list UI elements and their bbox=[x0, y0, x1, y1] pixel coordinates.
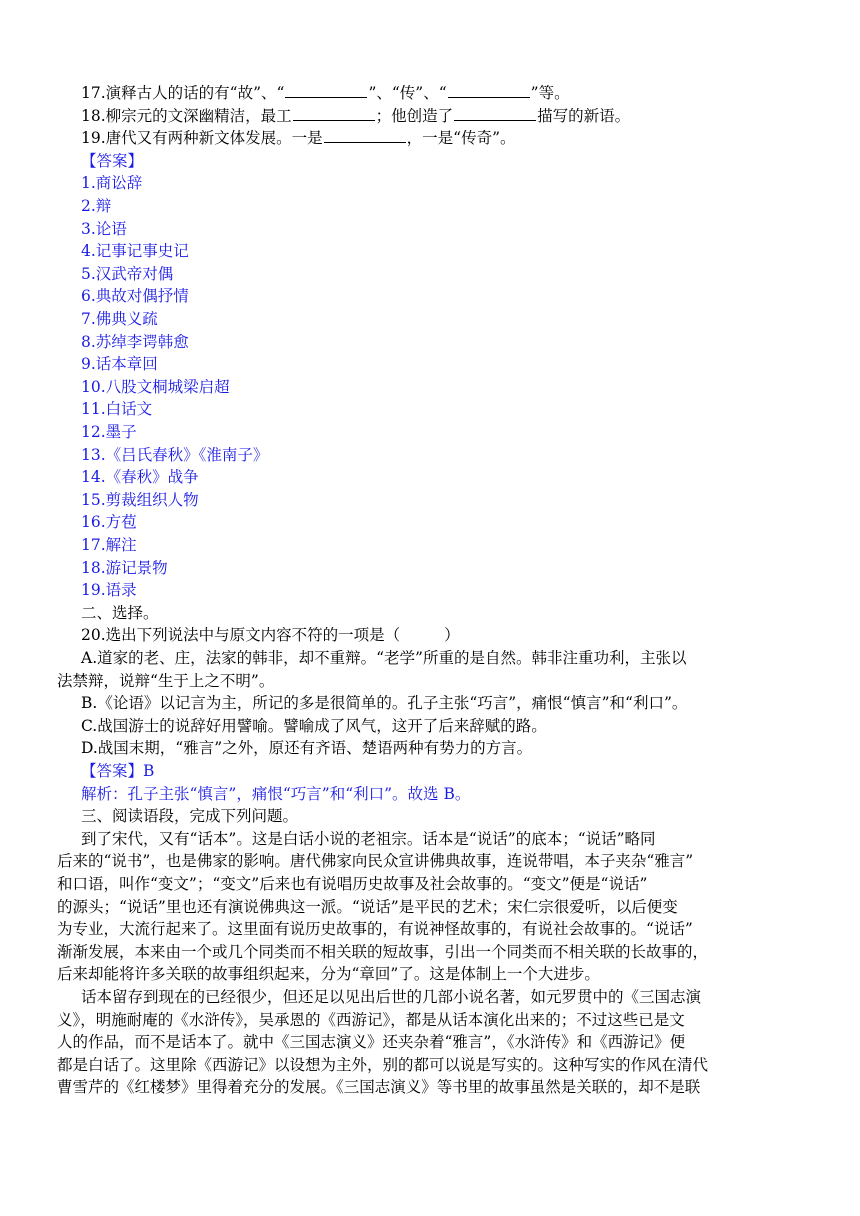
answer-item: 5.汉武帝对偶 bbox=[81, 264, 174, 283]
question-20-answer: 【答案】B bbox=[81, 762, 155, 780]
answer-heading: 【答案】 bbox=[81, 151, 144, 170]
answer-blank bbox=[454, 106, 536, 121]
passage-line: 曹雪芹的《红楼梦》里得着充分的发展。《三国志演义》等书里的故事虽然是关联的，却不是联 bbox=[57, 1078, 701, 1097]
question-20-close: ） bbox=[444, 626, 460, 645]
question-18-text-b: ；他创造了 bbox=[375, 106, 454, 125]
option-a-line-1: A.道家的老、庄，法家的韩非，却不重辩。“老学”所重的是自然。韩非注重功利，主张以 bbox=[81, 649, 687, 667]
option-d: D.战国末期，“雅言”之外，原还有齐语、楚语两种有势力的方言。 bbox=[81, 739, 533, 758]
question-18-text-a: 18.柳宗元的文深幽精洁，最工 bbox=[81, 106, 292, 125]
answer-item: 10.八股文桐城梁启超 bbox=[81, 377, 230, 396]
question-19 bbox=[57, 127, 822, 150]
answer-item: 7.佛典义疏 bbox=[81, 310, 158, 328]
passage-line: 都是白话了。这里除《西游记》以设想为主外，别的都可以说是写实的。这种写实的作风在清代 bbox=[57, 1055, 709, 1074]
passage-line: 后来却能将许多关联的故事组织起来，分为“章回”了。这是体制上一个大进步。 bbox=[57, 965, 600, 984]
passage-line: 和口语，叫作“变文”；“变文”后来也有说唱历史故事及社会故事的。“变文”便是“说话” bbox=[57, 875, 648, 893]
passage-line: 话本留存到现在的已经很少，但还足以见出后世的几部小说名著，如元罗贯中的《三国志演 bbox=[81, 988, 702, 1006]
question-19-text-b: ，一是“传奇”。 bbox=[406, 129, 516, 148]
answer-item: 3.论语 bbox=[81, 219, 127, 238]
passage-line: 到了宋代，又有“话本”。这是白话小说的老祖宗。话本是“说话”的底本；“说话”略同 bbox=[81, 829, 656, 848]
answer-item: 13.《吕氏春秋》《淮南子》 bbox=[81, 445, 269, 464]
answer-item: 6.典故对偶抒情 bbox=[81, 287, 189, 306]
question-20-analysis: 解析：孔子主张“慎言”，痛恨“巧言”和“利口”。故选 B。 bbox=[81, 784, 471, 803]
answer-item: 12.墨子 bbox=[81, 423, 137, 441]
answer-item: 16.方苞 bbox=[81, 513, 137, 532]
question-17-text-a: 17.演释古人的话的有“故”、“ bbox=[81, 84, 285, 102]
answer-item: 8.苏绰李谔韩愈 bbox=[81, 332, 189, 351]
question-17 bbox=[57, 82, 822, 105]
question-19-text-a: 19.唐代又有两种新文体发展。一是 bbox=[81, 129, 323, 148]
question-18-text-c: 描写的新语。 bbox=[537, 106, 631, 125]
answer-blank bbox=[448, 83, 530, 98]
answer-item: 18.游记景物 bbox=[81, 558, 168, 577]
section-3-heading: 三、阅读语段，完成下列问题。 bbox=[81, 807, 299, 826]
question-17-text-b: ”、“传”、“ bbox=[368, 84, 447, 102]
option-a-line-2: 法禁辩，说辩“生于上之不明”。 bbox=[57, 671, 275, 690]
answer-item: 2.辩 bbox=[81, 197, 112, 215]
answer-blank bbox=[324, 128, 406, 143]
answer-item: 17.解注 bbox=[81, 536, 137, 554]
passage-line: 人的作品，而不是话本了。就中《三国志演义》还夹杂着“雅言”，《水浒传》和《西游记》便 bbox=[57, 1033, 686, 1052]
answer-item: 1.商讼辞 bbox=[81, 174, 143, 193]
passage-line: 为专业，大流行起来了。这里面有说历史故事的，有说神怪故事的，有说社会故事的。“说话” bbox=[57, 920, 693, 939]
answer-blank bbox=[293, 106, 375, 121]
passage-line: 的源头；“说话”里也还有演说佛典这一派。“说话”是平民的艺术；宋仁宗很爱听，以后便变 bbox=[57, 897, 678, 916]
answer-item: 15.剪裁组织人物 bbox=[81, 490, 199, 509]
answer-blank bbox=[285, 83, 367, 98]
section-2-heading: 二、选择。 bbox=[81, 603, 159, 622]
answer-item: 9.话本章回 bbox=[81, 355, 158, 374]
option-b: B.《论语》以记言为主，所记的多是很简单的。孔子主张“巧言”，痛恨“慎言”和“利口”。 bbox=[81, 694, 688, 713]
question-20 bbox=[57, 624, 822, 647]
passage-line: 渐渐发展，本来由一个或几个同类而不相关联的短故事，引出一个同类而不相关联的长故事的， bbox=[57, 942, 709, 961]
answer-item: 14.《春秋》战争 bbox=[81, 468, 199, 487]
answer-item: 4.记事记事史记 bbox=[81, 242, 189, 261]
passage-line: 义》，明施耐庵的《水浒传》，吴承恩的《西游记》，都是从话本演化出来的；不过这些已是文 bbox=[57, 1010, 685, 1029]
option-c: C.战国游士的说辞好用譬喻。譬喻成了风气，这开了后来辞赋的路。 bbox=[81, 716, 547, 735]
question-17-text-c: ”等。 bbox=[530, 84, 570, 102]
answer-item: 19.语录 bbox=[81, 581, 137, 600]
question-20-stem: 20.选出下列说法中与原文内容不符的一项是（ bbox=[81, 626, 401, 645]
passage-line: 后来的“说书”，也是佛家的影响。唐代佛家向民众宣讲佛典故事，连说带唱，本子夹杂“雅言” bbox=[57, 852, 694, 871]
answer-item: 11.白话文 bbox=[81, 400, 153, 419]
question-18 bbox=[57, 105, 822, 128]
